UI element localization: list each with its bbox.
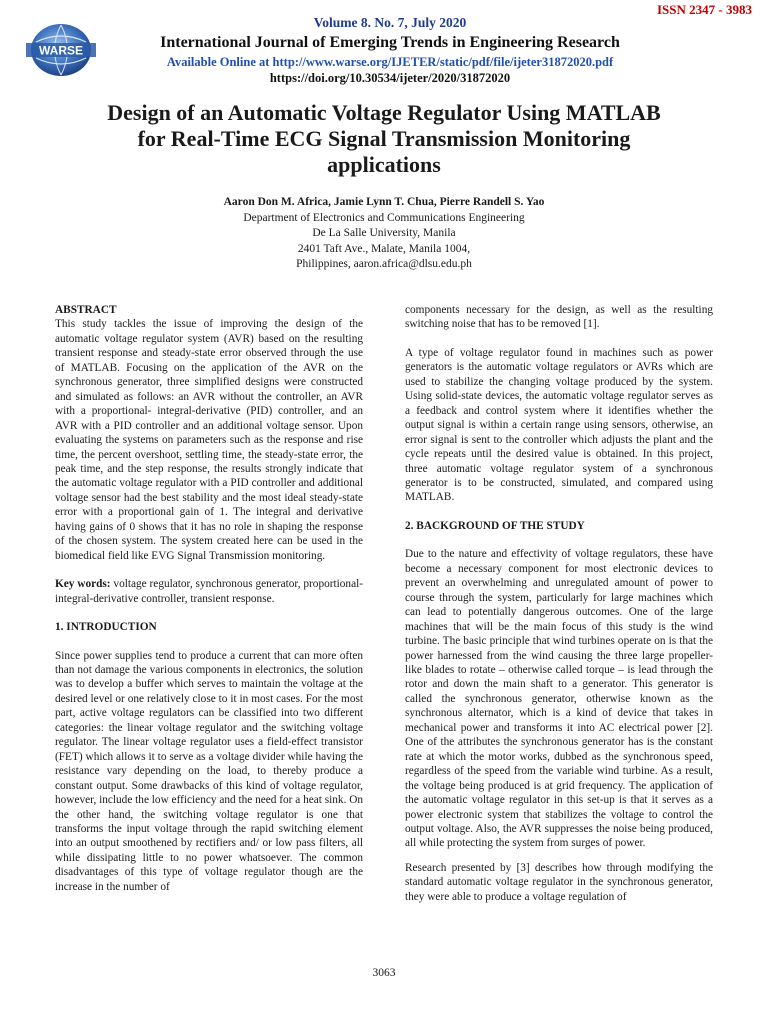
abstract-heading: ABSTRACT <box>55 304 117 316</box>
issn-label: ISSN 2347 - 3983 <box>657 2 752 17</box>
paper-title <box>60 100 708 178</box>
title-line-1: Design of an Automatic Voltage Regulator Using MATLAB <box>107 100 661 125</box>
keywords-label: Key words: <box>55 578 111 591</box>
left-column <box>55 303 363 908</box>
title-line-3: applications <box>327 152 441 177</box>
author-email: Philippines, aaron.africa@dlsu.edu.ph <box>296 258 472 270</box>
background-heading: 2. BACKGROUND OF THE STUDY <box>405 519 585 532</box>
author-department: Department of Electronics and Communications Engineering <box>243 211 525 224</box>
page-number: 3063 <box>372 967 396 979</box>
doi-link[interactable]: https://doi.org/10.30534/ijeter/2020/31872020 <box>269 71 511 85</box>
volume-info: Volume 8. No. 7, July 2020 <box>313 15 467 30</box>
introduction-heading: 1. INTRODUCTION <box>55 621 157 634</box>
keywords-text: voltage regulator, synchronous generator, proportional-integral-derivative controller, transient response. <box>55 578 363 605</box>
background-paragraph-1: Due to the nature and effectivity of voltage regulators, these have become a necessary component for most electronic devices to prevent an overwhelming and unregulated amount of power to course through the system, particularly for large machines which can lead to potentially dangerous outcomes. One of the large machines that will be the main focus of this study is the wind turbine. The basic principle that wind turbines operate on is that the power harnessed from the wind causing the three large propeller-like blades to rotate – otherwise called torque – is lead through the rotor and down the main shaft to a generator. This generator is called the synchronous generator, otherwise known as the synchronous alternator, which is a kind of device that takes in mechanical power and transforms it into AC electrical power [2]. One of the attributes the synchronous generator has is the constant rate at which the motor works, dubbed as the synchronous speed, regardless of the speed from the variable wind turbine. As a result, the voltage being produced is at grid frequency. The application of the automatic voltage regulator in this set-up is that it serves as a power electronic system that stabilizes the voltage to control the output voltage. Also, the AVR suppresses the noise being produced, all while protecting the system from surges of power. <box>405 548 713 850</box>
author-address: 2401 Taft Ave., Malate, Manila 1004, <box>297 242 471 255</box>
introduction-paragraph-1: Since power supplies tend to produce a current that can more often than not damage the various components in electronics, the solution was to develop a buffer which serves to maintain the voltage at the desired level or one relatively close to it in most cases. For the most part, active voltage regulators can be classified into two different categories: the linear voltage regulator and the switching voltage regulator. The linear voltage regulator uses a field-effect transistor (FET) which allows it to serve as a voltage divider while having the resistance vary depending on the load, to thereby produce a constant output. Some drawbacks of this kind of voltage regulator, however, include the low efficiency and the need for a heat sink. On the other hand, the switching voltage regulator is one that transforms the input voltage through the rapid switching element into an output smoothened by rectifiers and/ or low pass filters, all while dissipating little to no power whatsoever. The common disadvantages of this type of voltage regulator though are the increase in the number of <box>55 649 364 893</box>
author-block <box>84 195 684 273</box>
journal-name: International Journal of Emerging Trends in Engineering Research <box>160 34 620 51</box>
author-university: De La Salle University, Manila <box>312 227 456 239</box>
introduction-paragraph-2: A type of voltage regulator found in machines such as power generators is the automatic voltage regulators or AVRs which are used to stabilize the changing voltage produced by the system. Using solid-state devices, the automatic voltage regulator serves as a feedback and control system where it identifies whether the output signal is within a certain range using sensors, otherwise, an error signal is sent to the controller which adjusts the plant and the cycle repeats until the desired value is obtained. In this project, three automatic voltage regulator system of a synchronous generator is to be constructed, simulated, and compared using MATLAB. <box>405 346 713 504</box>
background-paragraph-2: Research presented by [3] describes how through modifying the standard automatic voltage regulator in the synchronous generator, they were able to produce a voltage regulation of <box>405 861 713 903</box>
available-online-link[interactable]: Available Online at http://www.warse.org/IJETER/static/pdf/file/ijeter31872020.pdf <box>166 55 614 69</box>
abstract-text: This study tackles the issue of improving the design of the automatic voltage regulator system (AVR) based on the resulting transient response and steady-state error observed through the use of MATLAB. Focusing on the application of the AVR on the synchronous generator, three simplified designs were constructed and simulated as follows: an AVR without the controller, an AVR with a proportional- integral-derivative (PID) controller, and an AVR with a PID controller and an additional voltage sensor. Upon evaluating the systems on parameters such as the response and rise time, the percent overshoot, settling time, the steady-state error, the peak time, and the step response, the results strongly indicate that the automatic voltage regulator with a PID controller and additional voltage sensor had the best stability and the most ideal steady-state error with a proportional gain of 1. The integral and derivative having gains of 0 shows that it has no role in shaping the response of the chosen system. The system created here can be used in the biomedical field like EVG Signal Transmission monitoring. <box>55 318 363 562</box>
right-column <box>405 303 713 918</box>
keywords <box>55 577 363 606</box>
introduction-paragraph-1-continued: components necessary for the design, as well as the resulting switching noise that has to be removed [1]. <box>405 304 713 331</box>
warse-logo <box>24 22 98 78</box>
author-names: Aaron Don M. Africa, Jamie Lynn T. Chua, Pierre Randell S. Yao <box>223 196 545 208</box>
title-line-2: for Real-Time ECG Signal Transmission Monitoring <box>137 126 631 151</box>
logo-text: WARSE <box>38 43 84 58</box>
